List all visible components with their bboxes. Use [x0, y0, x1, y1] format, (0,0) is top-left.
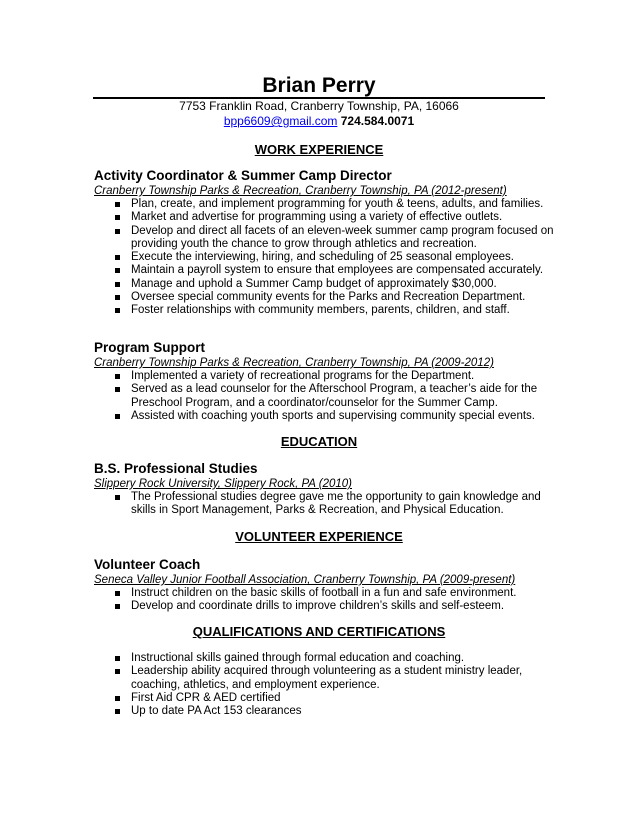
- volunteer-organization: Seneca Valley Junior Football Association, Cranberry Township, PA (2009-present): [94, 574, 516, 586]
- volunteer-entry: [94, 556, 554, 614]
- list-item: Instructional skills gained through formal education and coaching.: [94, 652, 554, 665]
- job-title: Activity Coordinator & Summer Camp Director: [94, 168, 392, 183]
- list-item: Market and advertise for programming using a variety of effective outlets.: [94, 211, 554, 224]
- list-item: Instruct children on the basic skills of football in a fun and safe environment.: [94, 587, 554, 600]
- list-item: Manage and uphold a Summer Camp budget of approximately $30,000.: [94, 278, 554, 291]
- qualifications-entry: [94, 652, 554, 718]
- job-organization: Cranberry Township Parks & Recreation, Cranberry Township, PA (2012-present): [94, 185, 507, 197]
- job-duties-list: [94, 370, 554, 423]
- list-item: Up to date PA Act 153 clearances: [94, 705, 554, 718]
- list-item: Leadership ability acquired through volunteering as a student ministry leader, coaching, athletics, and employment experience.: [94, 665, 554, 692]
- section-heading-volunteer: VOLUNTEER EXPERIENCE: [235, 529, 403, 544]
- job-organization: Cranberry Township Parks & Recreation, Cranberry Township, PA (2009-2012): [94, 357, 494, 369]
- address: 7753 Franklin Road, Cranberry Township, PA, 16066: [179, 99, 459, 113]
- job-program-support: [94, 339, 554, 423]
- section-heading-education: EDUCATION: [280, 434, 358, 449]
- volunteer-duties-list: [94, 587, 554, 614]
- list-item: Foster relationships with community members, parents, children, and staff.: [94, 304, 554, 317]
- list-item: Develop and direct all facets of an eleven-week summer camp program focused on providing youth the chance to grow through athletics and recreation.: [94, 225, 554, 252]
- list-item: Implemented a variety of recreational programs for the Department.: [94, 370, 554, 383]
- list-item: The Professional studies degree gave me the opportunity to gain knowledge and skills in Sport Management, Parks & Recreation, and Physical Education.: [94, 491, 554, 518]
- section-heading-work: WORK EXPERIENCE: [254, 142, 384, 157]
- email-link[interactable]: bpp6609@gmail.com: [223, 114, 338, 128]
- section-heading-qualifications: QUALIFICATIONS AND CERTIFICATIONS: [192, 624, 446, 639]
- education-details-list: [94, 491, 554, 518]
- candidate-name: Brian Perry: [262, 74, 376, 97]
- list-item: Develop and coordinate drills to improve children’s skills and self-esteem.: [94, 600, 554, 613]
- school-name: Slippery Rock University, Slippery Rock, PA (2010): [94, 478, 352, 490]
- qualifications-list: [94, 652, 554, 718]
- phone-number: 724.584.0071: [340, 114, 415, 128]
- list-item: Assisted with coaching youth sports and supervising community special events.: [94, 410, 554, 423]
- job-activity-coordinator: [94, 167, 554, 318]
- list-item: Served as a lead counselor for the Afterschool Program, a teacher’s aide for the Preschool Program, and a coordinator/counselor for the Summer Camp.: [94, 383, 554, 410]
- degree-title: B.S. Professional Studies: [94, 461, 258, 476]
- list-item: First Aid CPR & AED certified: [94, 692, 554, 705]
- list-item: Execute the interviewing, hiring, and scheduling of 25 seasonal employees.: [94, 251, 554, 264]
- job-duties-list: [94, 198, 554, 318]
- contact-line: [0, 114, 638, 129]
- volunteer-title: Volunteer Coach: [94, 557, 201, 572]
- education-entry: [94, 460, 554, 518]
- job-title: Program Support: [94, 340, 206, 355]
- list-item: Plan, create, and implement programming for youth & teens, adults, and families.: [94, 198, 554, 211]
- list-item: Oversee special community events for the Parks and Recreation Department.: [94, 291, 554, 304]
- list-item: Maintain a payroll system to ensure that employees are compensated accurately.: [94, 264, 554, 277]
